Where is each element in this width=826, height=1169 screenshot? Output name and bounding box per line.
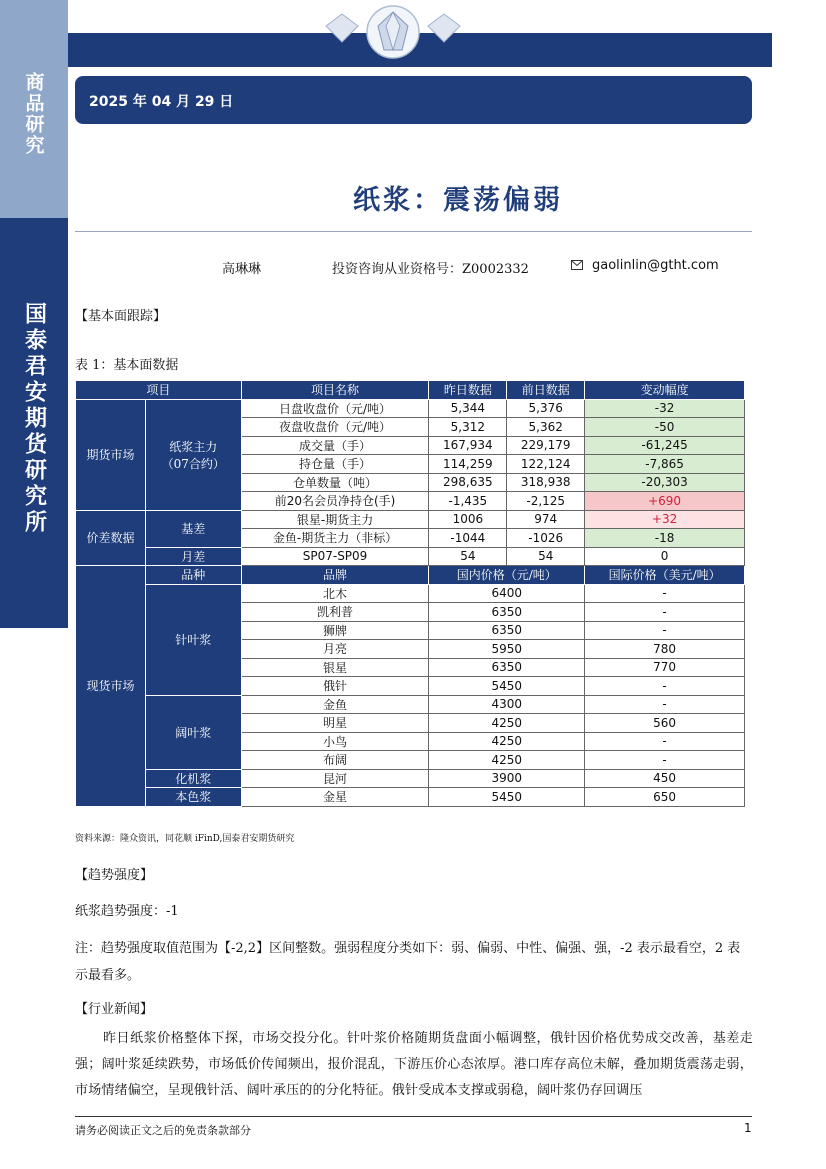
sidebar-top-label: 商品研究: [22, 72, 45, 156]
item-name: 持仓量（手）: [241, 455, 429, 474]
subcategory-basis: 基差: [145, 510, 241, 547]
fundamentals-table-body: [76, 381, 745, 807]
domestic-price: 4250: [429, 751, 585, 770]
pulp-type: 阔叶浆: [145, 695, 241, 769]
item-name: 仓单数量（吨）: [241, 473, 429, 492]
previous-value: 54: [507, 547, 585, 566]
author-license: 投资咨询从业资格号：Z0002332: [332, 262, 529, 277]
yesterday-value: 167,934: [429, 436, 507, 455]
domestic-price: 5450: [429, 677, 585, 696]
domestic-price: 5450: [429, 788, 585, 807]
header-cell: 前日数据: [507, 381, 585, 400]
pulp-type: 本色浆: [145, 788, 241, 807]
diamond-logo-icon: [322, 4, 464, 64]
change-value: 0: [585, 547, 745, 566]
brand-name: 银星: [241, 658, 429, 677]
item-name: SP07-SP09: [241, 547, 429, 566]
domestic-price: 6350: [429, 621, 585, 640]
subcategory-pulp-main: 纸浆主力 （07合约）: [145, 399, 241, 510]
author-name: 高琳琳: [222, 262, 262, 277]
domestic-price: 5950: [429, 640, 585, 659]
previous-value: -2,125: [507, 492, 585, 511]
yesterday-value: 1006: [429, 510, 507, 529]
spot-header-cell: 国内价格（元/吨）: [429, 566, 585, 585]
spot-header-cell: 品牌: [241, 566, 429, 585]
brand-name: 布阔: [241, 751, 429, 770]
category-spot: 现货市场: [76, 566, 146, 807]
source-note: 资料来源：隆众资讯，同花顺 iFinD,国泰君安期货研究: [75, 834, 295, 844]
sidebar-bottom: [0, 218, 68, 628]
previous-value: 318,938: [507, 473, 585, 492]
table-row: [76, 695, 745, 714]
footer-disclaimer: 请务必阅读正文之后的免责条款部分: [75, 1124, 251, 1137]
brand-name: 金星: [241, 788, 429, 807]
table-row: [76, 399, 745, 418]
sidebar-bottom-label: 国泰君安期货研究所: [21, 302, 47, 536]
item-name: 日盘收盘价（元/吨）: [241, 399, 429, 418]
title-divider: [75, 231, 752, 232]
yesterday-value: -1044: [429, 529, 507, 548]
spot-header-cell: 国际价格（美元/吨）: [585, 566, 745, 585]
subcategory-month: 月差: [145, 547, 241, 566]
international-price: -: [585, 603, 745, 622]
yesterday-value: 5,344: [429, 399, 507, 418]
change-value: -50: [585, 418, 745, 437]
author-email[interactable]: gaolinlin@gtht.com: [592, 258, 719, 273]
page-number: 1: [744, 1121, 752, 1135]
header-cell: 昨日数据: [429, 381, 507, 400]
domestic-price: 4250: [429, 714, 585, 733]
brand-name: 金鱼: [241, 695, 429, 714]
international-price: -: [585, 584, 745, 603]
change-value: -18: [585, 529, 745, 548]
change-value: -7,865: [585, 455, 745, 474]
international-price: -: [585, 695, 745, 714]
international-price: -: [585, 621, 745, 640]
table-row: [76, 510, 745, 529]
item-name: 金鱼-期货主力（非标）: [241, 529, 429, 548]
fundamentals-table: [75, 380, 745, 807]
previous-value: 122,124: [507, 455, 585, 474]
domestic-price: 3900: [429, 769, 585, 788]
change-value: +690: [585, 492, 745, 511]
domestic-price: 4250: [429, 732, 585, 751]
yesterday-value: -1,435: [429, 492, 507, 511]
yesterday-value: 298,635: [429, 473, 507, 492]
footer-divider: [75, 1116, 752, 1117]
news-heading: 【行业新闻】: [75, 1002, 154, 1017]
item-name: 成交量（手）: [241, 436, 429, 455]
change-value: -20,303: [585, 473, 745, 492]
domestic-price: 4300: [429, 695, 585, 714]
international-price: 560: [585, 714, 745, 733]
header-cell: 变动幅度: [585, 381, 745, 400]
previous-value: 5,362: [507, 418, 585, 437]
table-row: [76, 584, 745, 603]
category-spread: 价差数据: [76, 510, 146, 566]
brand-name: 狮牌: [241, 621, 429, 640]
item-name: 银星-期货主力: [241, 510, 429, 529]
yesterday-value: 114,259: [429, 455, 507, 474]
spot-header-cell: 品种: [145, 566, 241, 585]
change-value: +32: [585, 510, 745, 529]
international-price: 770: [585, 658, 745, 677]
domestic-price: 6350: [429, 658, 585, 677]
trend-value: 纸浆趋势强度：-1: [75, 904, 179, 919]
international-price: 650: [585, 788, 745, 807]
table-row: [76, 566, 745, 585]
table-row: [76, 788, 745, 807]
domestic-price: 6350: [429, 603, 585, 622]
brand-name: 凯利普: [241, 603, 429, 622]
international-price: -: [585, 751, 745, 770]
yesterday-value: 54: [429, 547, 507, 566]
pulp-type: 化机浆: [145, 769, 241, 788]
fundamentals-heading: 【基本面跟踪】: [75, 309, 167, 324]
brand-name: 明星: [241, 714, 429, 733]
table-caption: 表 1：基本面数据: [75, 358, 179, 373]
international-price: -: [585, 732, 745, 751]
change-value: -32: [585, 399, 745, 418]
table-row: [76, 381, 745, 400]
international-price: -: [585, 677, 745, 696]
report-title: 纸浆：震荡偏弱: [353, 185, 563, 216]
brand-name: 昆河: [241, 769, 429, 788]
trend-note: 注：趋势强度取值范围为【-2,2】区间整数。强弱程度分类如下：弱、偏弱、中性、偏强、强，-2 表示最看空，2 表示最看多。: [75, 941, 741, 983]
brand-name: 俄针: [241, 677, 429, 696]
brand-name: 北木: [241, 584, 429, 603]
previous-value: 229,179: [507, 436, 585, 455]
header-cell: 项目名称: [241, 381, 429, 400]
report-date: 2025 年 04 月 29 日: [89, 94, 234, 110]
change-value: -61,245: [585, 436, 745, 455]
international-price: 780: [585, 640, 745, 659]
trend-heading: 【趋势强度】: [75, 868, 154, 883]
brand-name: 月亮: [241, 640, 429, 659]
header-cell: 项目: [76, 381, 242, 400]
pulp-type: 针叶浆: [145, 584, 241, 695]
previous-value: 974: [507, 510, 585, 529]
category-futures: 期货市场: [76, 399, 146, 510]
news-paragraph: 昨日纸浆价格整体下探，市场交投分化。针叶浆价格随期货盘面小幅调整，俄针因价格优势成交改善，基差走强；阔叶浆延续跌势，市场低价传闻频出，报价混乱，下游压价心态浓厚。港口库存高位未解，叠加期货震荡走弱，市场情绪偏空，呈现俄针活、阔叶承压的的分化特征。俄针受成本支撑或弱稳，阔叶浆仍存回调压: [75, 1031, 753, 1098]
table-row: [76, 769, 745, 788]
date-banner: [75, 76, 752, 124]
previous-value: 5,376: [507, 399, 585, 418]
table-row: [76, 547, 745, 566]
item-name: 前20名会员净持仓(手): [241, 492, 429, 511]
item-name: 夜盘收盘价（元/吨）: [241, 418, 429, 437]
international-price: 450: [585, 769, 745, 788]
yesterday-value: 5,312: [429, 418, 507, 437]
mail-icon: [571, 260, 583, 270]
domestic-price: 6400: [429, 584, 585, 603]
brand-name: 小鸟: [241, 732, 429, 751]
previous-value: -1026: [507, 529, 585, 548]
